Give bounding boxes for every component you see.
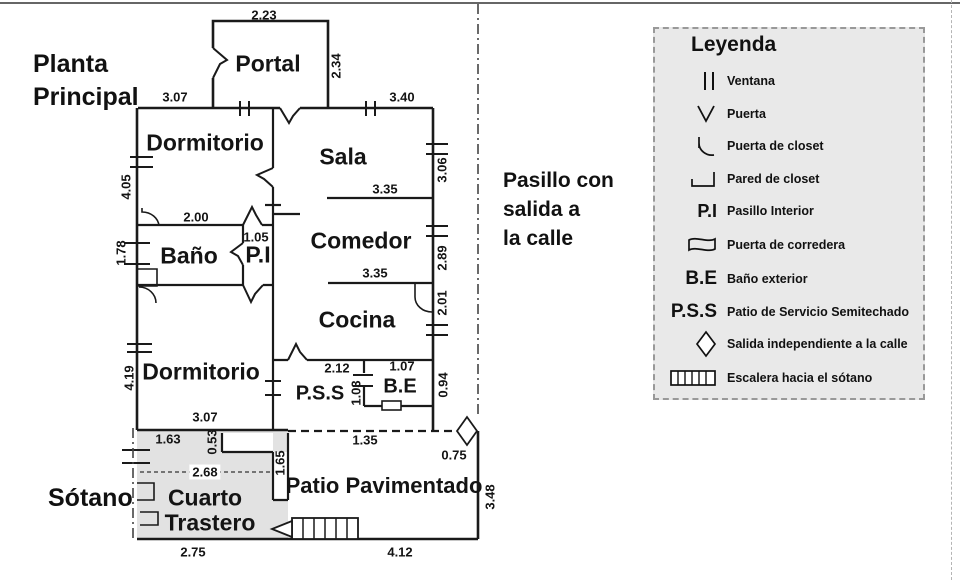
dim-1-07: 1.07 bbox=[389, 358, 415, 374]
dim-0-94: 0.94 bbox=[435, 372, 451, 398]
dim-1-63: 1.63 bbox=[155, 431, 181, 447]
stairs-icon bbox=[669, 368, 717, 388]
room-label-patio: Patio Pavimentado bbox=[285, 473, 483, 498]
room-label-pi: P.I bbox=[245, 241, 271, 268]
dim-1-35: 1.35 bbox=[352, 432, 378, 448]
legend-item-puerta: Puerta bbox=[655, 101, 923, 127]
room-label-bano: Baño bbox=[160, 242, 218, 269]
closet-door-icon bbox=[695, 135, 717, 157]
dim-2-23: 2.23 bbox=[251, 7, 277, 23]
dim-3-35-comedor: 3.35 bbox=[362, 265, 388, 281]
dim-3-07-top: 3.07 bbox=[162, 89, 188, 105]
dim-2-12: 2.12 bbox=[324, 360, 350, 376]
legend-item-puerta-corredera: Puerta de corredera bbox=[655, 232, 923, 258]
sliding-door-icon bbox=[687, 236, 717, 254]
pi-text-icon: P.I bbox=[697, 200, 717, 221]
sotano-label: Sótano bbox=[48, 484, 133, 512]
legend-title: Leyenda bbox=[691, 33, 777, 56]
dim-2-68: 2.68 bbox=[189, 465, 220, 480]
dim-2-89: 2.89 bbox=[434, 245, 450, 271]
legend-item-pasillo-interior: P.I Pasillo Interior bbox=[697, 200, 814, 221]
pasillo-note: Pasillo con salida a la calle bbox=[503, 169, 614, 250]
dim-3-35-sala: 3.35 bbox=[372, 181, 398, 197]
room-label-portal: Portal bbox=[235, 50, 301, 77]
legend-item-ventana: Ventana bbox=[655, 68, 923, 94]
dim-3-48: 3.48 bbox=[482, 484, 498, 510]
dim-0-53: 0.53 bbox=[204, 429, 220, 455]
diamond-exit-icon bbox=[695, 330, 717, 358]
room-label-be: B.E bbox=[383, 375, 417, 398]
room-label-cuarto: Cuarto bbox=[167, 484, 243, 511]
dim-0-75: 0.75 bbox=[441, 447, 467, 463]
legend-item-salida-independiente: Salida independiente a la calle bbox=[655, 331, 923, 357]
dim-4-12: 4.12 bbox=[387, 544, 413, 560]
diamond-exit-icon bbox=[457, 417, 477, 445]
room-label-comedor: Comedor bbox=[310, 227, 412, 254]
dim-1-03: 1.03 bbox=[348, 380, 364, 406]
room-label-trastero: Trastero bbox=[164, 509, 256, 536]
legend-box bbox=[653, 27, 925, 400]
dim-1-78: 1.78 bbox=[113, 240, 129, 266]
legend-item-patio-servicio: P.S.S Patio de Servicio Semitechado bbox=[670, 301, 910, 322]
dim-1-65: 1.65 bbox=[272, 450, 288, 476]
legend-item-escalera: Escalera hacia el sótano bbox=[655, 365, 923, 391]
be-text-icon: B.E bbox=[685, 268, 717, 289]
dim-2-75: 2.75 bbox=[180, 544, 206, 560]
dim-2-00: 2.00 bbox=[183, 209, 209, 225]
window-icon bbox=[701, 70, 717, 92]
room-label-pss: P.S.S bbox=[295, 382, 345, 405]
room-label-cocina: Cocina bbox=[318, 306, 396, 333]
dim-3-06: 3.06 bbox=[434, 157, 450, 183]
closet-wall-icon bbox=[689, 169, 717, 189]
door-icon bbox=[695, 104, 717, 124]
room-label-dormitorio-2: Dormitorio bbox=[142, 358, 260, 385]
dim-2-01: 2.01 bbox=[434, 290, 450, 316]
room-label-dormitorio-1: Dormitorio bbox=[146, 129, 264, 156]
legend-item-bano-exterior: B.E Baño exterior bbox=[685, 268, 808, 289]
dim-2-34: 2.34 bbox=[328, 53, 344, 79]
pss-text-icon: P.S.S bbox=[670, 301, 717, 322]
dim-3-07-bottom: 3.07 bbox=[192, 409, 218, 425]
door-icons bbox=[213, 48, 307, 360]
sliding-door-icon bbox=[382, 401, 401, 410]
dim-4-19: 4.19 bbox=[121, 365, 137, 391]
legend-item-puerta-closet: Puerta de closet bbox=[655, 133, 923, 159]
dim-3-40: 3.40 bbox=[389, 89, 415, 105]
legend-item-pared-closet: Pared de closet bbox=[655, 166, 923, 192]
page-title: Planta Principal bbox=[33, 50, 139, 111]
room-label-sala: Sala bbox=[319, 143, 367, 170]
dim-1-05: 1.05 bbox=[243, 229, 269, 245]
dim-4-05: 4.05 bbox=[118, 174, 134, 200]
